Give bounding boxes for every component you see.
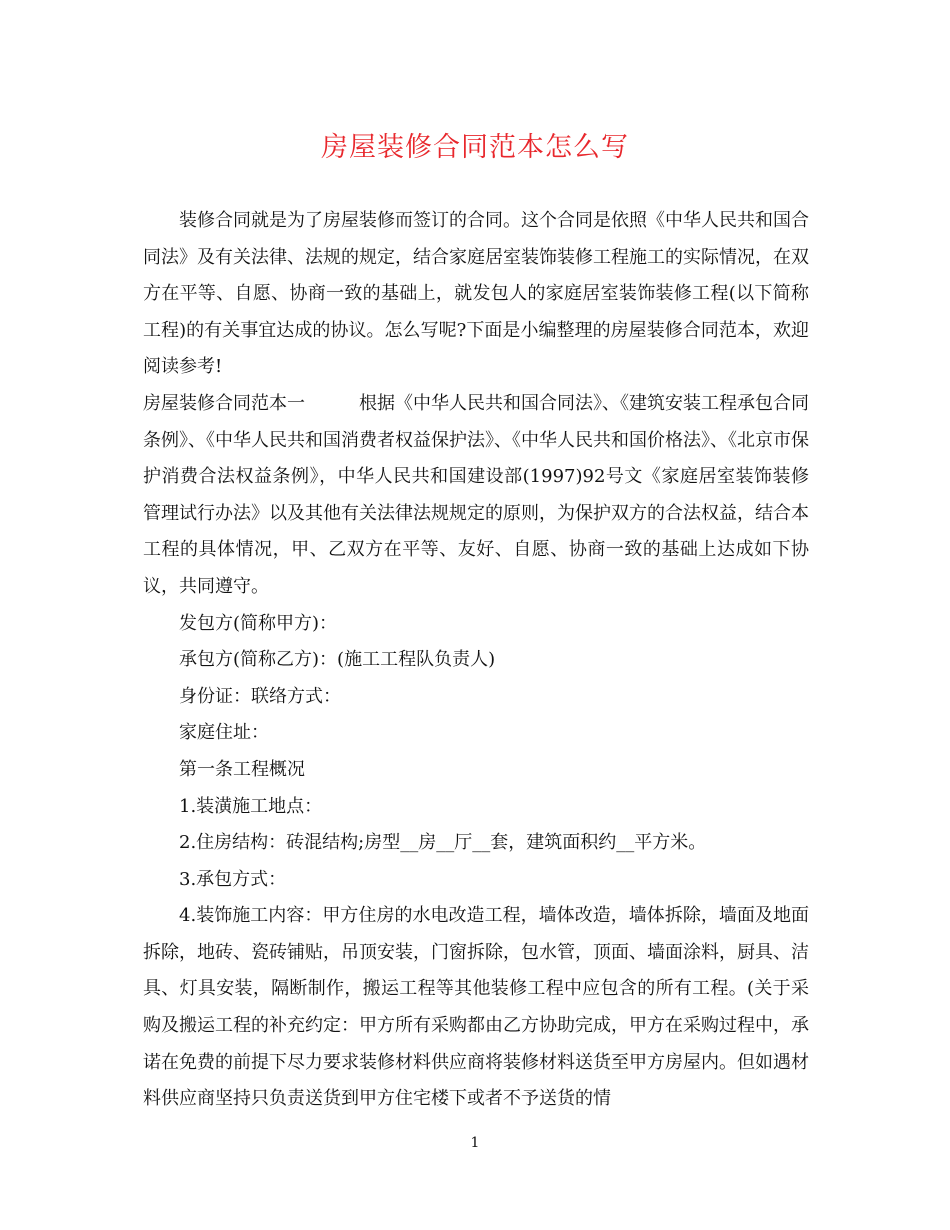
item-2: 2.住房结构：砖混结构;房型__房__厅__套，建筑面积约__平方米。: [179, 832, 707, 854]
document-body: [143, 203, 809, 1118]
page-number: 1: [470, 1135, 480, 1151]
address-line: 家庭住址：: [179, 722, 269, 744]
id-contact-line: 身份证：联络方式：: [179, 685, 341, 707]
document-title: 房屋装修合同范本怎么写: [321, 132, 629, 163]
item-1: 1.装潢施工地点：: [179, 795, 323, 817]
item-3: 3.承包方式：: [179, 868, 287, 890]
party-b-line: 承包方(简称乙方)：(施工工程队负责人): [179, 649, 496, 671]
item-4: 4.装饰施工内容：甲方住房的水电改造工程，墙体改造，墙体拆除，墙面及地面拆除，地砖、瓷砖铺贴，吊顶安装，门窗拆除，包水管，顶面、墙面涂料，厨具、洁具、灯具安装，隔断制作，搬运工程等其他装修工程中应包含的所有工程。(关于采购及搬运工程的补充约定：甲方所有采购都由乙方协助完成，甲方在采购过程中，承诺在免费的前提下尽力要求装修材料供应商将装修材料送货至甲方房屋内。但如遇材料供应商坚持只负责送货到甲方住宅楼下或者不予送货的情: [143, 905, 809, 1110]
article-1-heading: 第一条工程概况: [179, 758, 305, 780]
sample-paragraph: [143, 386, 809, 606]
sample-text: 根据《中华人民共和国合同法》、《建筑安装工程承包合同条例》、《中华人民共和国消费者权益保护法》、《中华人民共和国价格法》、《北京市保护消费合法权益条例》，中华人民共和国建设部(1997)92号文《家庭居室装饰装修管理试行办法》以及其他有关法律法规规定的原则，为保护双方的合法权益，结合本工程的具体情况，甲、乙双方在平等、友好、自愿、协商一致的基础上达成如下协议，共同遵守。: [143, 392, 809, 597]
sample-heading: 房屋装修合同范本一: [143, 392, 305, 414]
party-a-line: 发包方(简称甲方)：: [179, 612, 338, 634]
intro-paragraph: 装修合同就是为了房屋装修而签订的合同。这个合同是依照《中华人民共和国合同法》及有关法律、法规的规定，结合家庭居室装饰装修工程施工的实际情况，在双方在平等、自愿、协商一致的基础上，就发包人的家庭居室装饰装修工程(以下简称工程)的有关事宜达成的协议。怎么写呢?下面是小编整理的房屋装修合同范本，欢迎阅读参考!: [143, 210, 809, 378]
